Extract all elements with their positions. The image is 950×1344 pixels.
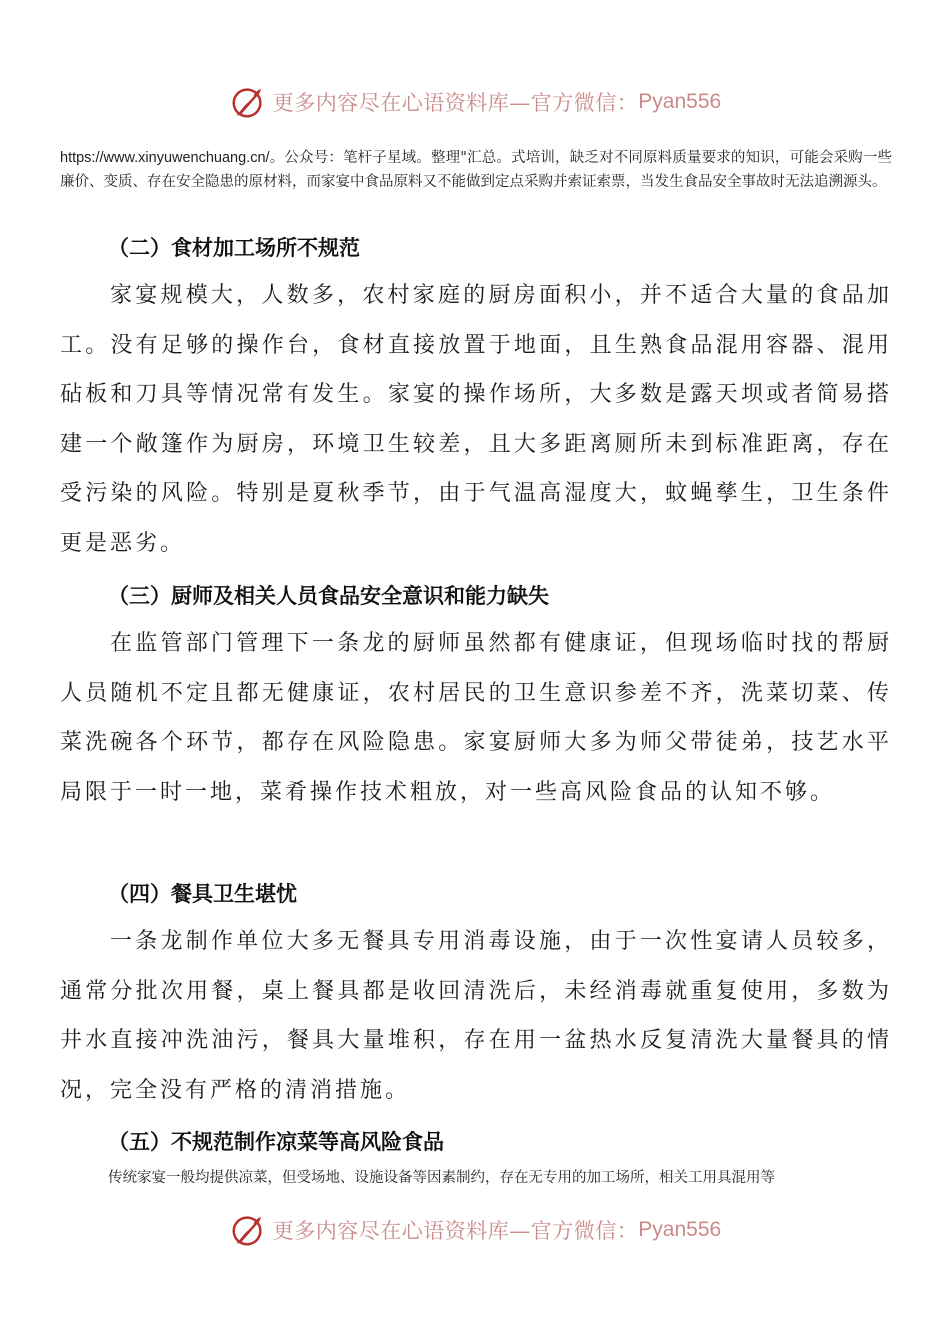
intro-text: 。公众号：笔杆子星域。整理"汇总。式培训，缺乏对不同原料质量要求的知识，可能会采购一些廉价、变质、存在安全隐患的原材料，而家宴中食品原料又不能做到定点采购并索证索票，当发生食品安全事故时无法追溯源头。 <box>60 150 892 190</box>
banner-text: 更多内容尽在心语资料库—官方微信： <box>272 91 639 115</box>
source-url: https://www.xinyuwenchuang.cn/ <box>60 150 270 166</box>
section-body-2: 家宴规模大，人数多，农村家庭的厨房面积小，并不适合大量的食品加工。没有足够的操作台，食材直接放置于地面，且生熟食品混用容器、混用砧板和刀具等情况常有发生。家宴的操作场所，大多数是露天坝或者简易搭建一个敞篷作为厨房，环境卫生较差，且大多距离厕所未到标准距离，存在受污染的风险。特别是夏秋季节，由于气温高湿度大，蚊蝇孳生，卫生条件更是恶劣。 <box>60 283 892 556</box>
section-body-5: 传统家宴一般均提供凉菜，但受场地、设施设备等因素制约，存在无专用的加工场所，相关工用具混用等 <box>108 1170 775 1186</box>
quill-pen-logo-icon <box>229 83 267 121</box>
banner-text: 更多内容尽在心语资料库—官方微信： <box>272 1219 639 1243</box>
banner-wechat-id: Pyan556 <box>638 90 722 113</box>
footer-banner <box>0 1206 950 1254</box>
intro-paragraph <box>60 146 892 194</box>
header-banner <box>0 78 950 126</box>
section-body-4: 一条龙制作单位大多无餐具专用消毒设施，由于一次性宴请人员较多，通常分批次用餐，桌上餐具都是收回清洗后，未经消毒就重复使用，多数为井水直接冲洗油污，餐具大量堆积，存在用一盆热水反复清洗大量餐具的情况，完全没有严格的清消措施。 <box>60 929 892 1103</box>
section-heading-2: （二）食材加工场所不规范 <box>108 236 360 260</box>
quill-pen-logo-icon <box>229 1211 267 1249</box>
section-heading-5: （五）不规范制作凉菜等高风险食品 <box>108 1130 444 1154</box>
section-heading-3: （三）厨师及相关人员食品安全意识和能力缺失 <box>108 584 549 608</box>
section-body-3: 在监管部门管理下一条龙的厨师虽然都有健康证，但现场临时找的帮厨人员随机不定且都无健康证，农村居民的卫生意识参差不齐，洗菜切菜、传菜洗碗各个环节，都存在风险隐患。家宴厨师大多为师父带徒弟，技艺水平局限于一时一地，菜肴操作技术粗放，对一些高风险食品的认知不够。 <box>60 631 892 805</box>
section-heading-4: （四）餐具卫生堪忧 <box>108 882 297 906</box>
banner-wechat-id: Pyan556 <box>638 1218 722 1241</box>
